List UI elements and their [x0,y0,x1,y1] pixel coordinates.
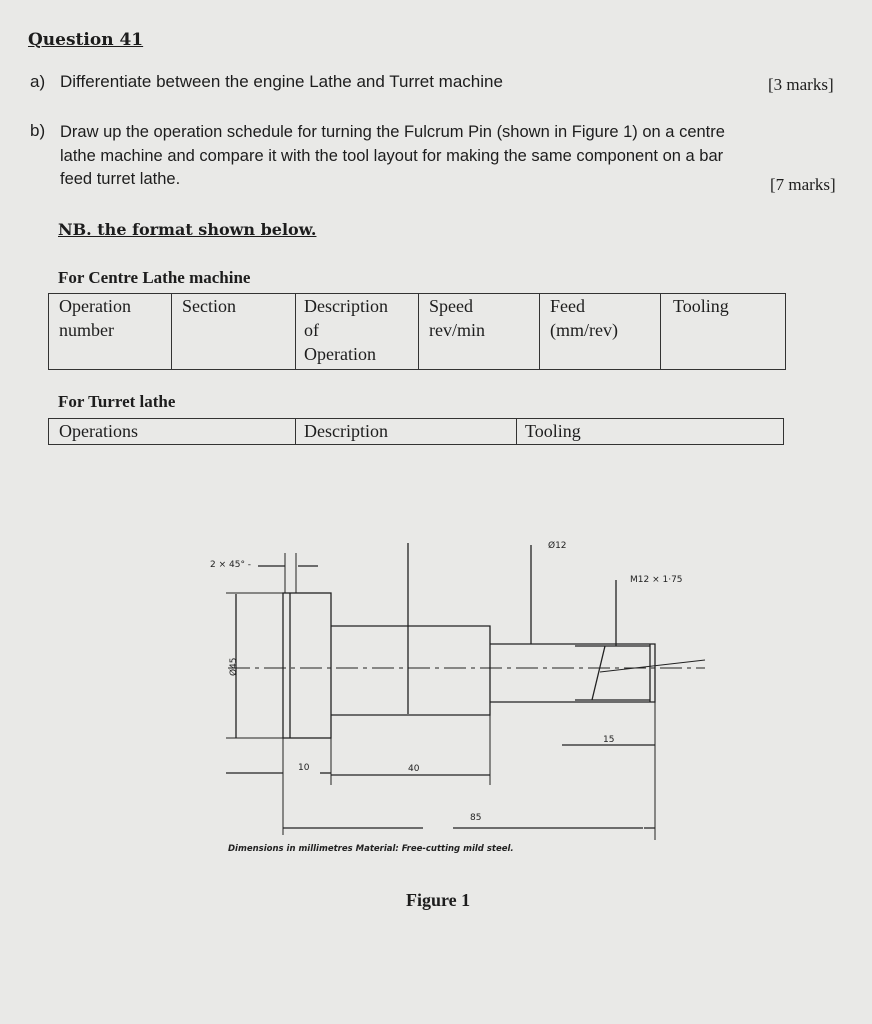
part-b-line-3: feed turret lathe. [60,170,181,188]
pin-shank-outline [490,644,655,702]
thread-runout [592,646,605,700]
part-a-marks: [3 marks] [768,75,834,94]
dim-15-label: 15 [603,735,615,745]
col-section: Section [172,294,296,370]
part-b-line-2: lathe machine and compare it with the tool layout for making the same component on a bar [60,147,724,165]
col-turret-description: Description [296,419,517,445]
part-b-label: b) [30,121,46,140]
dim-40-label: 40 [408,764,420,774]
col-turret-tooling: Tooling [517,419,784,445]
part-b-marks: [7 marks] [770,175,836,194]
col-tooling: Tooling [661,294,786,370]
dim-10-label: 10 [298,763,310,773]
col-feed: Feed (mm/rev) [540,294,661,370]
turret-lathe-title: For Turret lathe [58,392,176,411]
centre-lathe-title: For Centre Lathe machine [58,268,251,287]
col-operations: Operations [49,419,296,445]
chamfer-dim-label: 2 × 45° - [210,560,252,570]
dim-85-label: 85 [470,813,482,823]
part-a-text: Differentiate between the engine Lathe and Turret machine [60,72,503,91]
dia-12-label: Ø12 [548,541,567,551]
part-a-label: a) [30,72,46,91]
figure-caption: Dimensions in millimetres Material: Free-cutting mild steel. [228,844,514,854]
dia-45-label: Ø45 [229,657,239,676]
figure-label: Figure 1 [406,890,471,910]
col-description: Description of Operation [296,294,419,370]
nb-note: NB. the format shown below. [58,220,317,239]
col-operation-number: Operation number [49,294,172,370]
thread-label: M12 × 1·75 [630,575,683,585]
part-b-line-1: Draw up the operation schedule for turning the Fulcrum Pin (shown in Figure 1) on a centre [60,123,725,141]
question-title: Question 41 [28,30,144,50]
pin-body-outline [331,626,490,715]
col-speed: Speed rev/min [419,294,540,370]
thread-leader [600,660,705,672]
